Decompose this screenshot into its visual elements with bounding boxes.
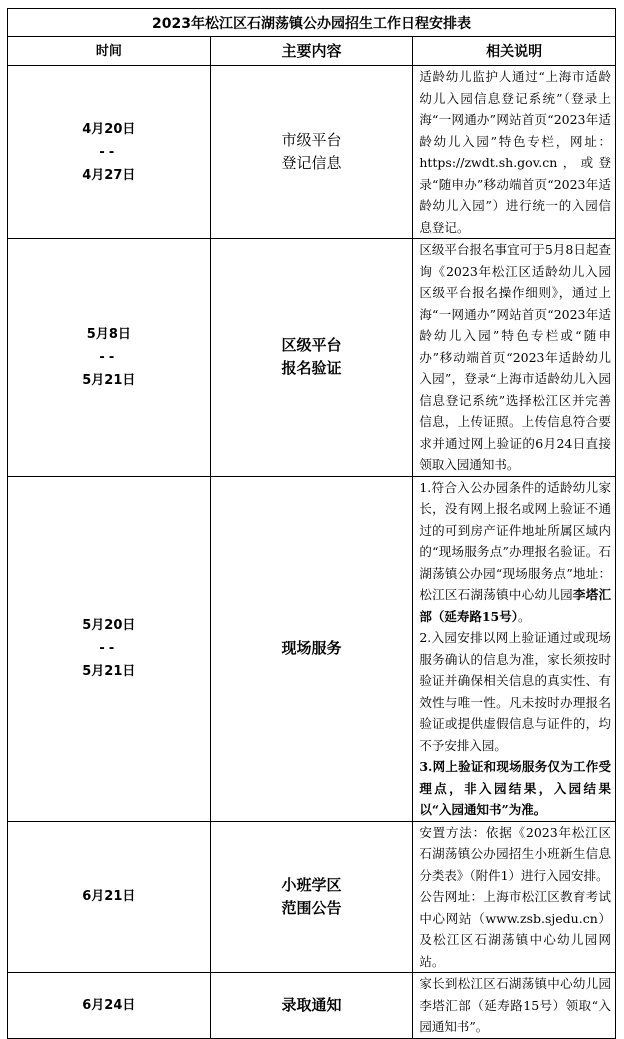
content-line: 登记信息: [281, 154, 342, 172]
date-separator: --: [99, 641, 119, 656]
note-cell: [413, 66, 616, 239]
time-cell: [8, 973, 211, 1039]
schedule-table: [7, 8, 616, 1039]
note-text: 适龄幼儿监护人通过“上海市适龄幼儿入园信息登记系统”（登录上海“一网通办”网站首页“2023年适龄幼儿入园”特色专栏，网址：https://zwdt.sh.gov.cn，或登录“随申办”移动端首页“2023年适龄幼儿入园”）进行统一的入园信息登记。: [419, 69, 611, 235]
note-text: 。: [517, 608, 531, 624]
end-date: 5月21日: [82, 372, 136, 388]
date-separator: --: [99, 144, 119, 160]
time-cell: [8, 239, 211, 477]
content-cell: [210, 821, 413, 973]
note-item-2: 2.入园安排以网上验证通过或现场服务确认的信息为准，家长须按时验证并确保相关信息的真实性、有效性与唯一性。凡未按时办理报名验证或提供虚假信息与证件的，均不予安排入园。: [419, 630, 611, 753]
header-time: 时间: [8, 37, 211, 66]
table-row: [8, 973, 616, 1039]
content-line: 录取通知: [281, 995, 342, 1014]
content-line: 市级平台: [281, 131, 342, 149]
header-content: 主要内容: [210, 37, 413, 66]
start-date: 5月20日: [82, 618, 136, 633]
start-date: 4月20日: [82, 121, 136, 137]
content-cell: [210, 239, 413, 477]
note-text: 安置方法：依据《2023年松江区石湖荡镇公办园招生小班新生信息分类表》（附件1）进行入园安排。: [419, 824, 611, 883]
time-cell: [8, 476, 211, 821]
table-row: [8, 476, 616, 821]
content-line: 区级平台: [281, 336, 342, 355]
note-cell: [413, 476, 616, 821]
header-note: 相关说明: [413, 37, 616, 66]
note-item-3: 3.网上验证和现场服务仅为工作受理点，非入园结果，入园结果以“入园通知书”为准。: [419, 759, 611, 817]
content-line: 小班学区: [281, 875, 342, 894]
note-text: 1.符合入公办园条件的适龄幼儿家长，没有网上报名或网上验证不通过的可到房产证件地址所属区域内的“现场服务点”办理报名验证。石湖荡镇公办园“现场服务点”地址：松江区石湖荡镇中心幼儿园: [419, 479, 611, 602]
content-cell: [210, 476, 413, 821]
date: 6月24日: [82, 997, 136, 1013]
note-text: 家长到松江区石湖荡镇中心幼儿园李塔汇部（延寿路15号）领取“入园通知书”。: [419, 976, 611, 1034]
note-cell: [413, 973, 616, 1039]
date: 6月21日: [82, 889, 136, 905]
end-date: 5月21日: [82, 664, 136, 679]
time-cell: [8, 66, 211, 239]
content-line: 现场服务: [281, 639, 342, 657]
note-text: 区级平台报名事宜可于5月8日起查询《2023年松江区适龄幼儿入园区级平台报名操作细则》，通过上海“一网通办”网站首页“2023年适龄幼儿入园”特色专栏或“随申办”移动端首页“2023年适龄幼儿入园”，登录“上海市适龄幼儿入园信息登记系统”选择松江区并完善信息，上传证照。上传信息符合要求并通过网上验证的6月24日直接领取入园通知书。: [419, 242, 611, 472]
note-text: 公告网址：上海市松江区教育考试中心网站（www.zsb.sjedu.cn）及松江区石湖荡镇中心幼儿园网站。: [419, 889, 611, 969]
start-date: 5月8日: [86, 326, 131, 342]
end-date: 4月27日: [82, 167, 136, 183]
note-cell: [413, 239, 616, 477]
content-line: 报名验证: [281, 359, 342, 378]
table-row: [8, 821, 616, 973]
note-item-1: [419, 477, 611, 628]
content-cell: [210, 66, 413, 239]
table-row: [8, 239, 616, 477]
content-cell: [210, 973, 413, 1039]
table-title: 2023年松江区石湖荡镇公办园招生工作日程安排表: [8, 9, 616, 37]
table-row: [8, 66, 616, 239]
date-separator: --: [99, 349, 119, 365]
note-cell: [413, 821, 616, 973]
time-cell: [8, 821, 211, 973]
content-line: 范围公告: [281, 898, 342, 917]
address-text: 李塔汇部（延寿路15号）: [419, 587, 611, 624]
